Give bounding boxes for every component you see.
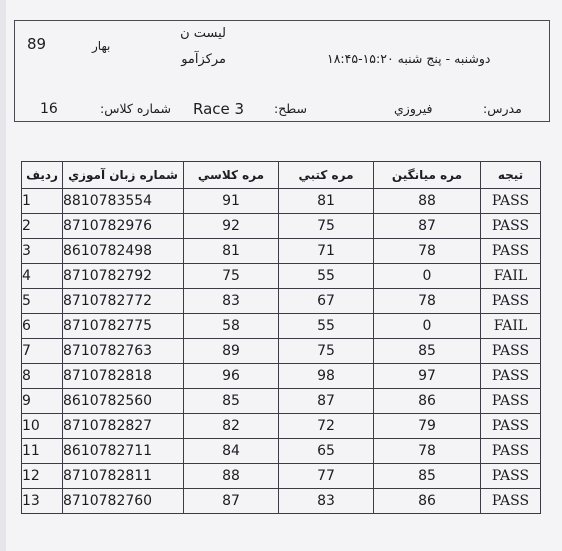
cell-row-number: 4 xyxy=(22,264,63,289)
cell-class-score: 88 xyxy=(184,464,279,489)
cell-student-id: 8710782976 xyxy=(63,214,184,239)
cell-written-score: 98 xyxy=(279,364,374,389)
col-header-average-score: مره میانگین xyxy=(374,162,481,189)
cell-result: PASS xyxy=(481,189,541,214)
table-row xyxy=(22,314,541,339)
cell-student-id: 8710782760 xyxy=(63,489,184,514)
class-number-label: شماره کلاس: xyxy=(100,101,171,116)
cell-row-number: 9 xyxy=(22,389,63,414)
cell-average-score: 86 xyxy=(374,489,481,514)
cell-average-score: 79 xyxy=(374,414,481,439)
cell-class-score: 89 xyxy=(184,339,279,364)
cell-class-score: 92 xyxy=(184,214,279,239)
class-number-value: 16 xyxy=(40,101,58,117)
cell-average-score: 0 xyxy=(374,264,481,289)
cell-student-id: 8610782498 xyxy=(63,239,184,264)
cell-class-score: 85 xyxy=(184,389,279,414)
cell-written-score: 83 xyxy=(279,489,374,514)
table-row xyxy=(22,414,541,439)
term-code: 89 xyxy=(27,35,47,53)
cell-result: PASS xyxy=(481,464,541,489)
grades-table xyxy=(21,161,541,514)
table-body xyxy=(22,189,541,514)
cell-result: PASS xyxy=(481,289,541,314)
cell-result: PASS xyxy=(481,239,541,264)
cell-student-id: 8610782711 xyxy=(63,439,184,464)
cell-written-score: 55 xyxy=(279,314,374,339)
table-row xyxy=(22,489,541,514)
table-row xyxy=(22,189,541,214)
cell-result: FAIL xyxy=(481,264,541,289)
cell-class-score: 58 xyxy=(184,314,279,339)
cell-row-number: 8 xyxy=(22,364,63,389)
cell-result: PASS xyxy=(481,339,541,364)
cell-average-score: 87 xyxy=(374,214,481,239)
cell-class-score: 81 xyxy=(184,239,279,264)
page-edge xyxy=(0,0,6,551)
cell-student-id: 8710782827 xyxy=(63,414,184,439)
cell-class-score: 83 xyxy=(184,289,279,314)
cell-row-number: 7 xyxy=(22,339,63,364)
table-header-row xyxy=(22,162,541,189)
cell-student-id: 8710782763 xyxy=(63,339,184,364)
cell-written-score: 67 xyxy=(279,289,374,314)
cell-class-score: 75 xyxy=(184,264,279,289)
cell-written-score: 75 xyxy=(279,339,374,364)
table-row xyxy=(22,264,541,289)
cell-average-score: 88 xyxy=(374,189,481,214)
col-header-result: تیجه xyxy=(481,162,541,189)
report-title: لیست ن xyxy=(180,26,226,41)
table-row xyxy=(22,239,541,264)
teacher-label: مدرس: xyxy=(483,101,522,116)
cell-result: PASS xyxy=(481,364,541,389)
cell-student-id: 8710782811 xyxy=(63,464,184,489)
cell-written-score: 75 xyxy=(279,214,374,239)
cell-average-score: 85 xyxy=(374,464,481,489)
cell-row-number: 6 xyxy=(22,314,63,339)
cell-row-number: 5 xyxy=(22,289,63,314)
table-row xyxy=(22,439,541,464)
cell-result: FAIL xyxy=(481,314,541,339)
col-header-student-id: شماره زبان آموزي xyxy=(63,162,184,189)
cell-written-score: 71 xyxy=(279,239,374,264)
cell-class-score: 84 xyxy=(184,439,279,464)
cell-average-score: 78 xyxy=(374,239,481,264)
table-row xyxy=(22,364,541,389)
cell-result: PASS xyxy=(481,389,541,414)
table-row xyxy=(22,464,541,489)
cell-average-score: 85 xyxy=(374,339,481,364)
cell-average-score: 78 xyxy=(374,439,481,464)
cell-result: PASS xyxy=(481,214,541,239)
cell-row-number: 10 xyxy=(22,414,63,439)
cell-written-score: 72 xyxy=(279,414,374,439)
cell-written-score: 81 xyxy=(279,189,374,214)
cell-result: PASS xyxy=(481,414,541,439)
report-header xyxy=(14,20,550,122)
cell-student-id: 8710782792 xyxy=(63,264,184,289)
cell-row-number: 2 xyxy=(22,214,63,239)
level-label: سطح: xyxy=(274,101,308,116)
center-name: مرکزآمو xyxy=(181,52,226,67)
cell-student-id: 8710782818 xyxy=(63,364,184,389)
term-name: بهار xyxy=(92,39,111,53)
cell-class-score: 96 xyxy=(184,364,279,389)
cell-row-number: 1 xyxy=(22,189,63,214)
cell-result: PASS xyxy=(481,439,541,464)
cell-result: PASS xyxy=(481,489,541,514)
level-value: Race 3 xyxy=(193,100,245,118)
cell-written-score: 77 xyxy=(279,464,374,489)
cell-average-score: 86 xyxy=(374,389,481,414)
table-row xyxy=(22,289,541,314)
cell-written-score: 87 xyxy=(279,389,374,414)
table-row xyxy=(22,339,541,364)
cell-average-score: 97 xyxy=(374,364,481,389)
cell-student-id: 8710782775 xyxy=(63,314,184,339)
teacher-value: فيروزي xyxy=(394,101,433,116)
class-schedule: دوشنبه - پنج شنبه ۱۵:۲۰-۱۸:۴۵ xyxy=(327,51,491,66)
col-header-written-score: مره کتبي xyxy=(279,162,374,189)
cell-class-score: 91 xyxy=(184,189,279,214)
col-header-class-score: مره کلاسي xyxy=(184,162,279,189)
cell-row-number: 12 xyxy=(22,464,63,489)
cell-row-number: 11 xyxy=(22,439,63,464)
cell-row-number: 3 xyxy=(22,239,63,264)
table-row xyxy=(22,214,541,239)
cell-student-id: 8810783554 xyxy=(63,189,184,214)
col-header-row-number: ردیف xyxy=(22,162,63,189)
cell-average-score: 0 xyxy=(374,314,481,339)
cell-class-score: 87 xyxy=(184,489,279,514)
cell-average-score: 78 xyxy=(374,289,481,314)
cell-student-id: 8710782772 xyxy=(63,289,184,314)
cell-written-score: 55 xyxy=(279,264,374,289)
cell-written-score: 65 xyxy=(279,439,374,464)
cell-class-score: 82 xyxy=(184,414,279,439)
cell-student-id: 8610782560 xyxy=(63,389,184,414)
cell-row-number: 13 xyxy=(22,489,63,514)
table-row xyxy=(22,389,541,414)
